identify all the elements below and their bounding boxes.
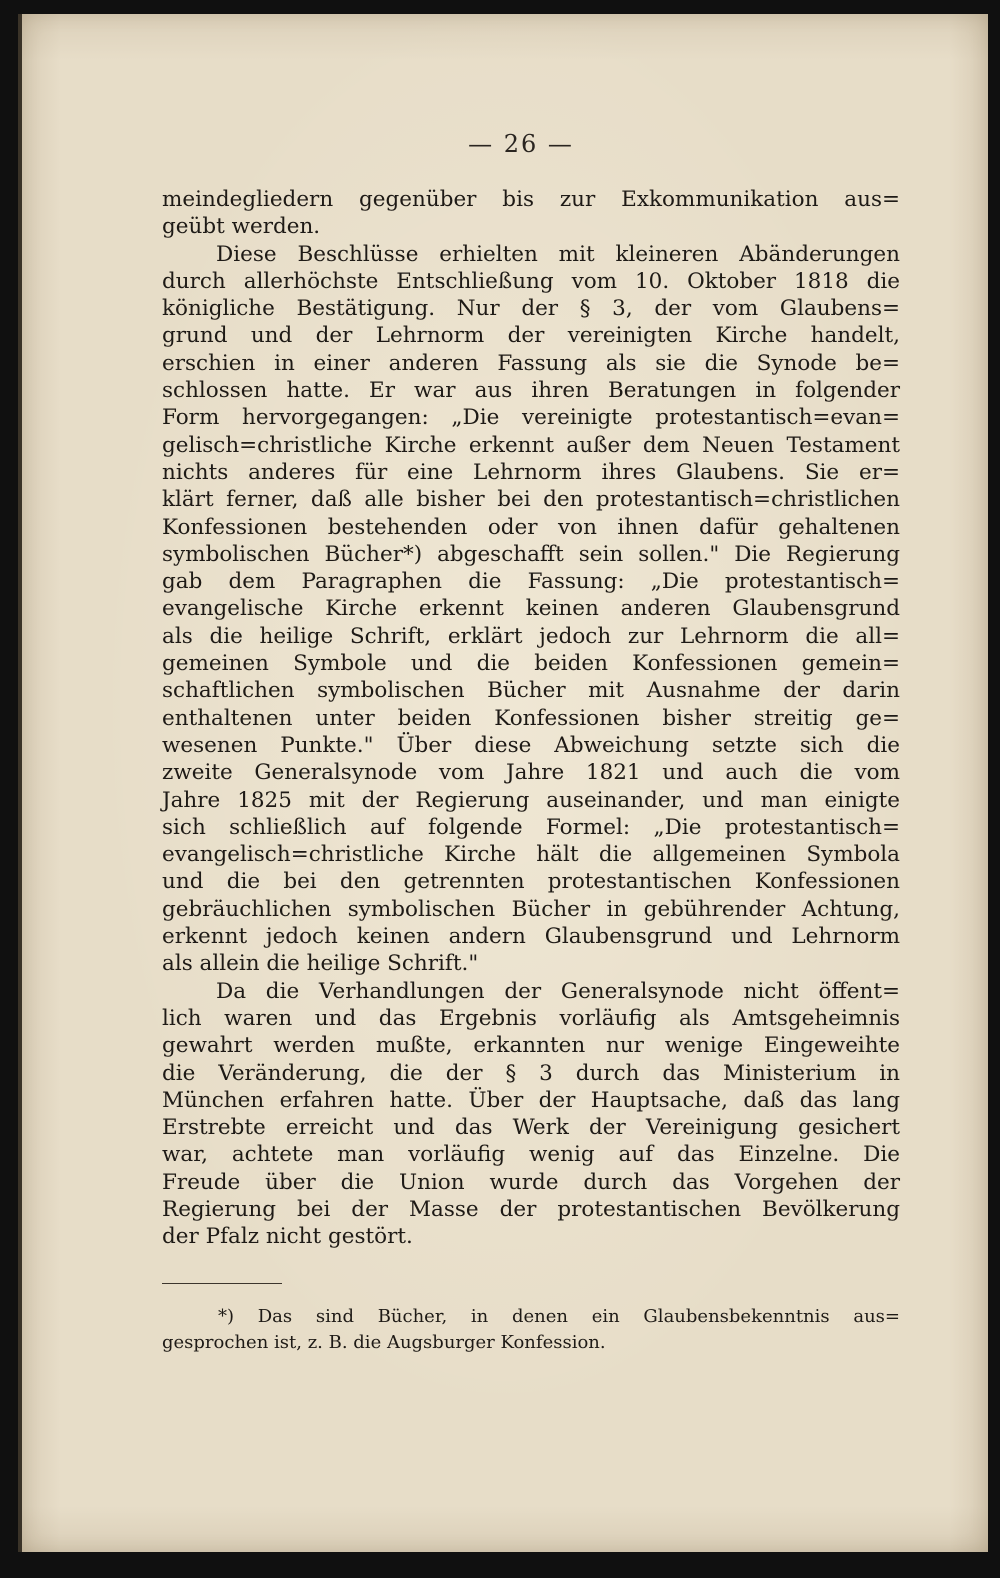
text-line: nichts anderes für eine Lehrnorm ihres Glaubens. Sie er= [162, 459, 900, 485]
text-line: grund und der Lehrnorm der vereinigten Kirche handelt, [162, 323, 900, 349]
text-line: königliche Bestätigung. Nur der § 3, der vom Glaubens= [162, 296, 900, 322]
text-line: der Pfalz nicht gestört. [162, 1224, 413, 1250]
text-line: meindegliedern gegenüber bis zur Exkommunikation aus= [162, 187, 900, 212]
text-line: die Veränderung, die der § 3 durch das Ministerium in [162, 1060, 900, 1086]
text-line: wesenen Punkte." Über diese Abweichung setzte sich die [162, 732, 900, 758]
text-line: gelisch=christliche Kirche erkennt außer dem Neuen Testament [162, 432, 900, 458]
text-line: evangelische Kirche erkennt keinen anderen Glaubensgrund [162, 596, 900, 622]
text-line: Konfessionen bestehenden oder von ihnen dafür gehaltenen [162, 514, 900, 540]
text-line: schlossen hatte. Er war aus ihren Beratungen in folgender [162, 378, 900, 404]
text-line: Erstrebte erreicht und das Werk der Vereinigung gesichert [162, 1115, 900, 1141]
text-line: und die bei den getrennten protestantischen Konfessionen [162, 869, 900, 895]
text-line: gewahrt werden mußte, erkannten nur wenige Eingeweihte [162, 1033, 900, 1059]
footnote [162, 1304, 900, 1356]
body-text [162, 186, 900, 1251]
text-line: gemeinen Symbole und die beiden Konfessionen gemein= [162, 651, 900, 677]
text-line: evangelisch=christliche Kirche hält die allgemeinen Symbola [162, 842, 900, 868]
text-line: als allein die heilige Schrift." [162, 951, 479, 977]
footnote-divider [162, 1283, 282, 1284]
text-line: als die heilige Schrift, erklärt jedoch zur Lehrnorm die all= [162, 623, 900, 649]
text-line: lich waren und das Ergebnis vorläufig als Amtsgeheimnis [162, 1005, 900, 1031]
text-line: war, achtete man vorläufig wenig auf das Einzelne. Die [162, 1142, 900, 1168]
footnote-line: *) Das sind Bücher, in denen ein Glaubensbekenntnis aus= [218, 1305, 900, 1327]
text-line: schaftlichen symbolischen Bücher mit Ausnahme der darin [162, 678, 900, 704]
text-line: Diese Beschlüsse erhielten mit kleineren Abänderungen [216, 241, 900, 267]
text-line: Freude über die Union wurde durch das Vorgehen der [162, 1169, 900, 1195]
text-line: gebräuchlichen symbolischen Bücher in gebührender Achtung, [162, 896, 900, 922]
text-line: Regierung bei der Masse der protestantischen Bevölkerung [162, 1196, 900, 1222]
text-line: gab dem Paragraphen die Fassung: „Die protestantisch= [162, 569, 900, 595]
text-line: klärt ferner, daß alle bisher bei den protestantisch=christlichen [162, 487, 900, 513]
text-line: durch allerhöchste Entschließung vom 10. Oktober 1818 die [162, 268, 900, 294]
text-line: sich schließlich auf folgende Formel: „Die protestantisch= [162, 814, 900, 840]
text-block [162, 130, 900, 1356]
text-line: erschien in einer anderen Fassung als sie die Synode be= [162, 350, 900, 376]
footnote-line: gesprochen ist, z. B. die Augsburger Konfession. [162, 1331, 606, 1353]
text-line: erkennt jedoch keinen andern Glaubensgrund und Lehrnorm [162, 924, 900, 950]
text-line: enthaltenen unter beiden Konfessionen bisher streitig ge= [162, 705, 900, 731]
text-line: Jahre 1825 mit der Regierung auseinander, und man einigte [162, 787, 900, 813]
text-line: symbolischen Bücher*) abgeschafft sein sollen." Die Regierung [162, 541, 900, 567]
text-line: zweite Generalsynode vom Jahre 1821 und auch die vom [162, 760, 900, 786]
text-line: München erfahren hatte. Über der Hauptsache, daß das lang [162, 1087, 900, 1113]
page-number: — 26 — [468, 130, 574, 158]
text-line: Da die Verhandlungen der Generalsynode nicht öffent= [216, 978, 900, 1004]
text-line: Form hervorgegangen: „Die vereinigte protestantisch=evan= [162, 405, 900, 431]
text-line: geübt werden. [162, 214, 321, 240]
